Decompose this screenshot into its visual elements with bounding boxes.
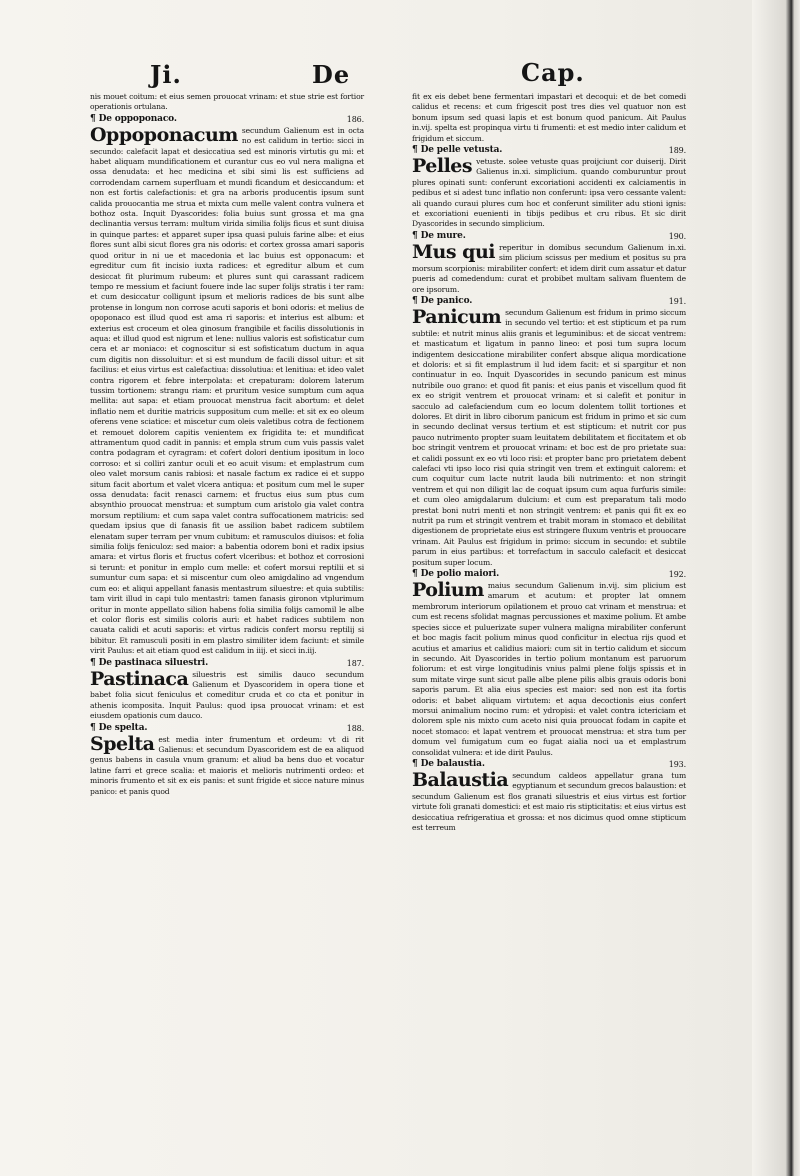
entry-balaustia (412, 759, 686, 833)
left-column (90, 92, 364, 797)
entry-number: 193. (668, 759, 686, 769)
entry-panicum (412, 296, 686, 568)
entry-heading (412, 759, 686, 770)
entry-title: Pelles (412, 155, 473, 178)
entry-heading-text: De polio maiori. (420, 569, 500, 580)
entry-number: 186. (346, 114, 364, 124)
entry-number: 190. (668, 231, 686, 241)
entry-text: est media inter frumentum et ordeum: vt di rit Galienus: et secundum Dyascoridem est de ea aliquod genus babens in casula vnum granum: et aliud ba bens duo et vocatur latine farri et grece scalia: et maioris et melioris nutrimenti ordeo: et minoris frumento et sit ex eis panis: et sunt frigide et sicce nature minus panico: et panis quod (90, 734, 364, 796)
entry-heading (412, 231, 686, 242)
entry-title: Oppoponacum (90, 123, 238, 146)
entry-heading (412, 145, 686, 156)
entry-heading-text: De mure. (420, 230, 466, 241)
entry-title: Spelta (90, 732, 155, 755)
entry-heading (412, 296, 686, 307)
entry-text: reperitur in domibus secundum Galienum in.xi. sim plicium scissus per medium et positus su pra morsum scorpionis: mirabiliter confert: et idem dirit cum assatur et datur pueris ad comedendum: curat et probibet multam salivam fluentem de ore ipsorum. (412, 242, 686, 294)
entry-text: maius secundum Galienum in.vij. sim plicium est amarum et acutum: et propter lat omnem membrorum interiorum opilationem et prouo cat vrinam et menstrua: et cum est recens sfolidat magnas percussiones et maxime polium. Et ambe species sicce et puluerizate super vulnera maligna mirabiliter conferunt et boc magis facit polium minus quod conficitur in electua rijs quod et acutius et amarius et calidius maiori: cum sit in tertio calidum et siccum in secundo. Ait Dyascorides in tertio polium montanum est paruorum foliorum: et est virge longitudinis vnius palmi plene folijs spissis et in sum mitate virge sunt sicut palle albe plene pilis albis grauis odoris boni saporis parum. Et alia eius species est maior: sed non est ita fortis odoris: et babet aliquam virtutem: et aqua decoctionis eius confert morsui animalium nocino rum: et ydropisi: et valet contra ictericiam et dolorem sple nis mixto cum aceto nisi quia prouocat fodam in capite et nocet stomaco: et lapat ventrem et prouocat menstrua: et stra tum per domum vel fumigatum cum eo fugat aialia noci ua et emplastrum consolidat vulnera: et ide dirit Paulus. (412, 581, 686, 757)
entry-text: secundum Galienum est in octa no est calidum in tertio: sicci in secundo: calefacit lapat et desiccatiua sed est minoris virtutis gu mi: et habet aliquam mundificationem et curantur cus eo vul nera maligna et ossa denudata: et hec medicina et sibi simi lis est sufficiens ad corrodendam carnem superfluam et mundi ficandum et desiccandum: et non est fortis calefactionis: et gra na arboris producentis ipsum sunt calida prouocantia me strua et mixta cum melle valent contra vulnera et bothoz osta. Inquit Dyascorides: folia buius sunt grossa et ma gna declinantia versus terram: multum virida similia folijs ficus et sunt diuisa in quinque partes: et apparet super ipsa quasi puluis farine albe: et eius flores sunt albi sicut flores gra nis odoris: et cortex grossa amari saporis quod oritur in ni ue et macedonia et lac buius est opponacum: et egreditur cum fit incisio iuxta radices: et egreditur album et cum desiccat fit plurimum rubeum: et plures sunt qui carassant radicem tempo re messium et faciunt fouere inde lac super folijs stratis i ter ram: et cum desiccatur colligunt ipsum et melioris radices de bis sunt albe protense in longum non corrose acuti saporis et boni odoris: et melius de opoponaco est illud quod est ama ri saporis: et interius est album: et exterius est croceum et olea ginosum frangibile et facilis dissolutionis in aqua: et illud quod est nigrum et lene: nullius valoris est sofisticatur cum cera et ar moniaco: et cognoscitur si est sofisticatum ductum in aqua cum digitis non dissoluitur: et si est mundum de facili dissol uitur: et sit facilius: et eius virtus est calefactiua: dissolutiua: et lenitiua: et ideo valet contra rigorem et febre interpolata: et crepaturam: dolorem laterum tussim tortionem: strangu riam: et pruritum vesice sumptum cum aqua mellita: aut sapa: et etiam prouocat menstrua facit abortum: et delet inflatio nem et duritie matricis suppositum cum melle: et sit ex eo oleum oferens vene sciatice: et miscetur cum oleis valetibus cotra de fectionem et remouet dolorem capitis venientem ex frigidita te: et mundificat attramentum quod cadit in pannis: et empla strum cum vuis passis valet contra podagram et cyragram: et cofert dolori dentium ipositum in loco corroso: et si colliri zantur oculi et eo acuit visum: et emplastrum cum oleo valet morsum canis rabiosi: et nasale factum ex radice ei et suppo situm facit abortum et valet vlcera antiqua: et positum cum mel le super ossa denudata: facit renasci carnem: et fructus eius sum ptus cum absynthio prouocat menstrua: et sumptum cum aristolo gia valet contra morsum reptilium: et cum sapa valet contra suffocationem matricis: sed quedam ipsius que di fanasis fit ue assilion babet radicem subtilem elenatam super terram per vnum cubitum: et ramusculos diuisos: et folia similia folijs feniculoz: sed maior: a babentia odorem boni et radix ipsius amara: et virtus floris et fructus cofert vlceribus: et bothoz et corrosioni si terunt: et ponitur in emplo cum melle: et cofert morsui reptilii et si sumuntur cum sapa: et si miscentur cum oleo amigdalino ad vngendum cum eo: et aliqui appellant fanasis mentastrum siluestre: et quia subtilis: tam virit illud in capi tulo mentastri: tamen fanasis gironon vtplurimum oritur in monte appellato silion habens folia similia folijs camomil le albe et color floris est similis coloris auri: et habet radices subtilem non cauata calidi et acuti saporis: et virtus radicis confert morsu reptilij si bibitur. Et ramusculi positi in em plastro similiter idem faciunt: et simile virit Paulus: et ait etiam quod est calidum in iiij. et sicci in.iij. (90, 125, 364, 656)
entry-heading-text: De pastinaca siluestri. (98, 657, 209, 668)
entry-number: 188. (346, 723, 364, 733)
entry-heading (90, 658, 364, 669)
entry-mus (412, 231, 686, 295)
entry-number: 189. (668, 146, 686, 156)
entry-number: 187. (346, 658, 364, 668)
entry-number: 192. (668, 570, 686, 580)
entry-pastinaca (90, 658, 364, 722)
entry-title: Polium (412, 579, 484, 602)
entry-heading (90, 723, 364, 734)
entry-heading-text: De oppoponaco. (98, 113, 177, 124)
column-intro: nis mouet coitum: et eius semen prouocat vrinam: et stue strie est fortior operationis ortulana. (90, 92, 364, 112)
entry-title: Mus qui (412, 240, 495, 263)
entry-oppoponacum (90, 114, 364, 657)
right-column (412, 92, 686, 833)
entry-text: siluestris est similis dauco secundum Galienum et Dyascoridem in opera tione et babet folia sicut feniculus et comeditur cruda et co cta et ponitur in athenis icomposita. Inquit Paulus: quod ipsa prouocat vrinam: et est eiusdem opationis cum dauco. (90, 669, 364, 721)
entry-polium (412, 569, 686, 758)
entry-heading-text: De pelle vetusta. (420, 145, 503, 156)
entry-spelta (90, 723, 364, 797)
entry-title: Panicum (412, 305, 502, 328)
page-edge-shadow (752, 0, 800, 1176)
running-head-de: De (312, 60, 351, 89)
entry-heading-text: De spelta. (98, 722, 148, 733)
running-head-cap: Cap. (521, 58, 585, 87)
running-head-word (312, 60, 350, 89)
column-intro: fit ex eis debet bene fermentari impastari et decoqui: et de bet comedi calidus et recens: et cum frigescit post tres dies vel quatuor non est bonum ipsum sed quasi lapis et est bonum quod panicum. Ait Paulus in.vij. spelta est propinqua virtu ti frumenti: et est medio inter calidum et frigidum et siccum. (412, 92, 686, 143)
entry-title: Balaustia (412, 768, 509, 791)
entry-heading-text: De balaustia. (420, 758, 485, 769)
entry-text: secundum Galienum est fridum in primo siccum in secundo vel tertio: et est stipticum et pa rum subtile: et nutrit minus aliis granis et leguminibus: et de siccat ventrem: et masticatum et ligatum in panno lineo: et posi tum supra locum indigentem desiccatione mirabiliter confert absque aliqua mordicatione et doloris: et si fit emplastrum il lud idem facit: et si spargitur et non continuatur in eo. Inquit Dyascorides in secundo panicum est minus nutribile ouo grano: et quod fit panis: et eius panis et viscellum quod fit ex eo strigit ventrem et prouocat vrinam: et si calefit et ponitur in sacculo ad calefaciendum cum eo locum dolentem tollit tortiones et dolores. Et dirit in libro ciborum panicum est fridum in primo et sic cum in secundo declinat versus tertium et est stipticum: et nutrit cor pus pauco nutrimento propter suam leuitatem debilitatem et ficcitatem et ob boc stringit ventrem et prouocat vrinam: et boc est de pro prietate sua: et calidi possunt ex eo vti loco risi: et propter banc pro prietatem debent calefaci vti ipso loco risi quia stringit ven trem et extinguit calorem: et cum coquitur cum lacte nutrit lauda bili nutrimento: et non stringit ventrem et qui non diligit lac de coquat ipsum cum aqua furfuris simile: et cum oleo amigdalarum dulcium: et cum est preparatum tali modo prestat boni nutri menti et non stringit ventrem: et panis qui fit ex eo nutrit pa rum et stringit ventrem et trabit moram in stomaco et debilitat digestionem de proprietate eius est stringere fluxum ventris et prouocare vrinam. Ait Paulus est frigidum in primo: siccum in secundo: et subtile parum in eius partibus: et torrefactum in sacculo calefacit et desiccat positum super locum. (412, 307, 686, 567)
entry-pelles (412, 145, 686, 230)
entry-heading-text: De panico. (420, 295, 473, 306)
entry-number: 191. (668, 296, 686, 306)
running-head-right (521, 58, 585, 87)
folio-number: Ji. (150, 60, 182, 89)
running-head-left (150, 60, 182, 89)
entry-text: secundum caldeos appellatur grana tum egyptianum et secundum grecos balaustion: et secundum Galienum est flos granati siluestris et eius virtus est fortior virtute foli granati domestici: et est maio ris stipticitatis: et eius virtus est desiccatiua refrigeratiua et grossa: et nos dicimus quod omne stipticum est terreum (412, 770, 686, 832)
entry-title: Pastinaca (90, 667, 189, 690)
entry-heading (412, 569, 686, 580)
entry-text: vetuste. solee vetuste quas proijciunt cor duiserij. Dirit Galienus in.xi. simplicium. quando comburuntur prout plures opinati sunt: conferunt excoriationi accidenti ex calciamentis in pedibus et si adest tunc inflatio non conferunt: ipsa vero cessante valent: ali quando curaui plures cum hoc et conferunt similiter adu stioni ignis: et excoriationi euenienti in tibijs pedibus et cru ribus. Et sic dirit Dyascorides in secundo simplicium. (412, 157, 686, 229)
